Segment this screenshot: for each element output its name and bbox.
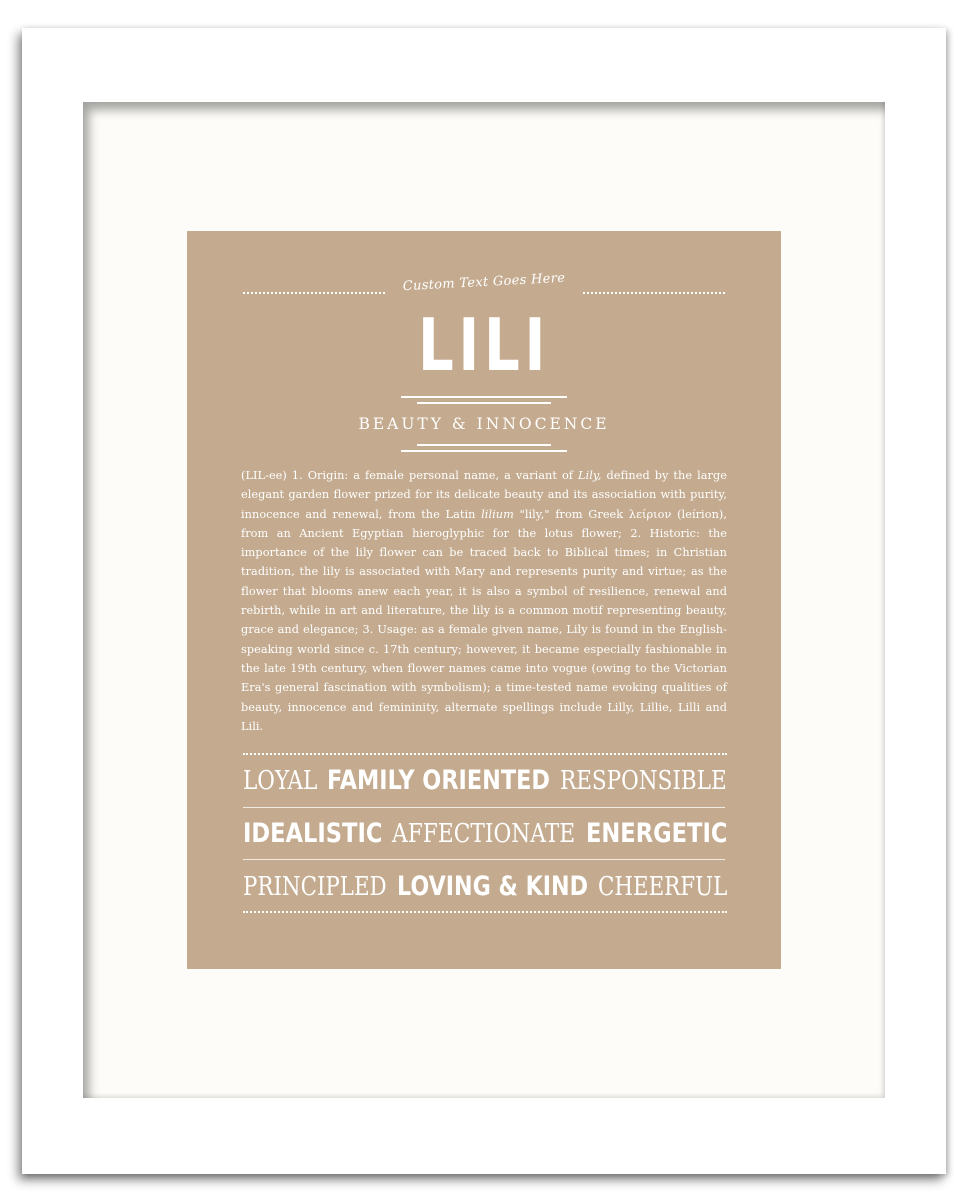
name-print (187, 231, 781, 969)
name-definition (241, 466, 727, 736)
rule-below-meaning-1 (417, 444, 551, 446)
dotted-divider-traits-top (243, 753, 727, 755)
trait: RESPONSIBLE (560, 766, 728, 796)
definition-variant: Lily, (578, 469, 602, 482)
name-meaning: BEAUTY & INNOCENCE (358, 415, 610, 433)
custom-text: Custom Text Goes Here (402, 270, 566, 295)
rule-above-meaning-1 (401, 396, 567, 398)
trait-row-3 (243, 867, 727, 907)
trait-row-2 (243, 814, 727, 854)
dotted-divider-left (243, 292, 385, 294)
trait-divider-2 (243, 859, 725, 860)
trait: CHEERFUL (597, 872, 727, 902)
rule-above-meaning-2 (417, 402, 551, 404)
name-title: LILI (417, 303, 551, 387)
rule-below-meaning-2 (401, 450, 567, 452)
trait-row-1 (243, 761, 727, 801)
trait-divider-1 (243, 807, 725, 808)
trait: IDEALISTIC (243, 818, 383, 849)
trait: LOYAL (243, 766, 318, 796)
trait: ENERGETIC (585, 818, 728, 849)
definition-body-1: defined by the large elegant garden flower prized for its delicate beauty and its association with purity, innocence and renewal, from the Latin (241, 469, 727, 521)
definition-body-2: "lily," from Greek λείριον (leírion), from an Ancient Egyptian hieroglyphic for the lotus flower; 2. Historic: the importance of the lily flower can be traced back to Biblical times; in Christian tradition, the lily is associated with Mary and represents purity and virtue; as the flower that blooms anew each year, it is also a symbol of resilience, renewal and rebirth, while in art and literature, the lily is a common motif representing beauty, grace and elegance; 3. Usage: as a female given name, Lily is found in the English-speaking world since c. 17th century; however, it became especially fashionable in the late 19th century, when flower names came into vogue (owing to the Victorian Era's general fascination with symbolism); a time-tested name evoking qualities of beauty, innocence and femininity, alternate spellings include Lilly, Lillie, Lilli and Lili. (241, 507, 727, 733)
trait: PRINCIPLED (243, 872, 387, 902)
dotted-divider-traits-bottom (243, 911, 727, 913)
trait: FAMILY ORIENTED (327, 765, 551, 796)
definition-intro: (LIL-ee) 1. Origin: a female personal name, a variant of (241, 469, 579, 482)
trait: LOVING & KIND (396, 871, 588, 902)
definition-latin: lilium (481, 507, 514, 521)
dotted-divider-right (583, 292, 725, 294)
trait: AFFECTIONATE (392, 819, 576, 849)
